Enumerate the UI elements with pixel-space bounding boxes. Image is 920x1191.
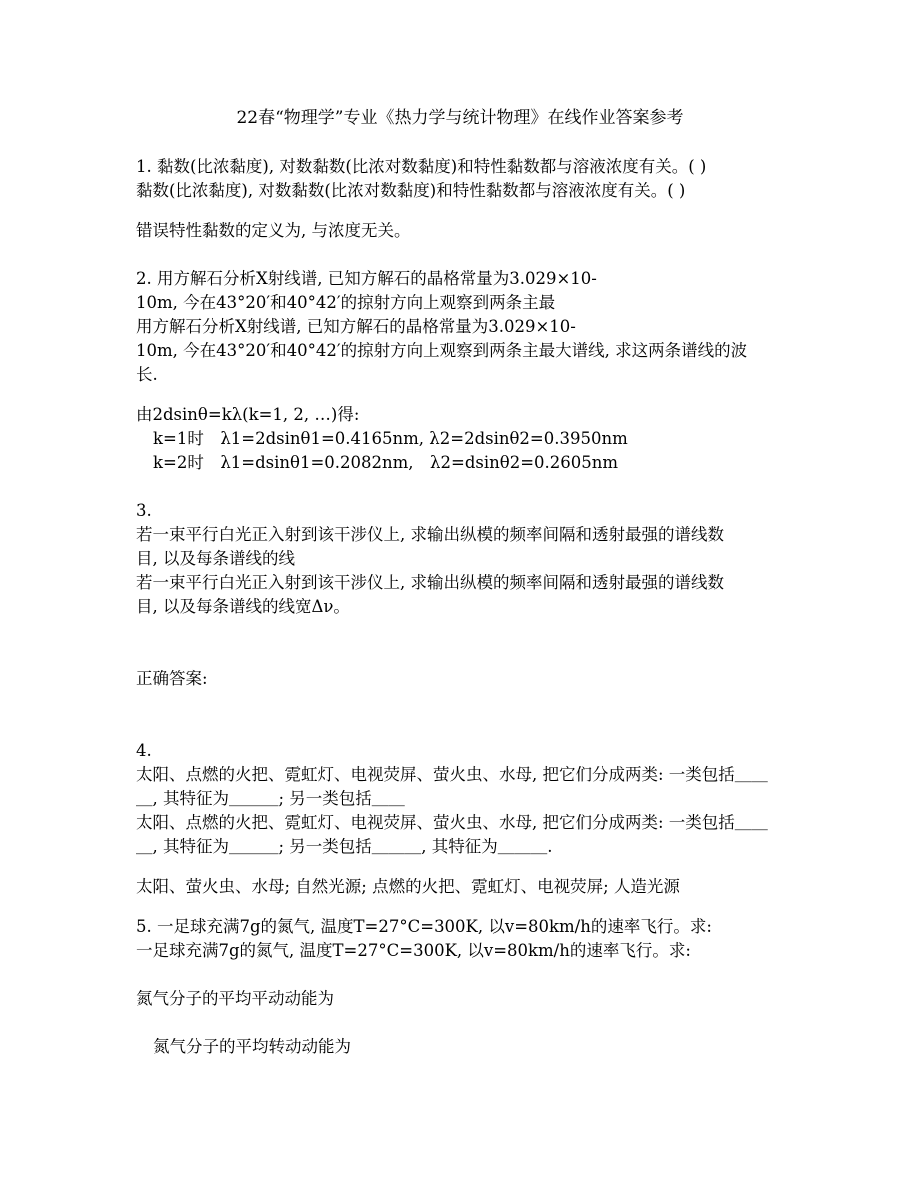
answer-5-part-2	[136, 1035, 796, 1059]
question-4-line-4: 太阳、点燃的火把、霓虹灯、电视荧屏、萤火虫、水母, 把它们分成两类: 一类包括＿＿	[136, 813, 768, 832]
answer-5-part-1	[136, 987, 796, 1011]
question-2-line-3: 用方解石分析X射线谱, 已知方解石的晶格常量为3.029×10-	[136, 317, 576, 336]
question-3-line-5: 目, 以及每条谱线的线宽Δν。	[136, 597, 350, 616]
document-body	[136, 155, 796, 1059]
question-4-line-5: ＿, 其特征为＿＿＿; 另一类包括＿＿＿, 其特征为＿＿＿.	[136, 837, 553, 856]
question-2-line-4: 10m, 今在43°20′和40°42′的掠射方向上观察到两条主最大谱线, 求这两条谱线的波	[136, 341, 748, 360]
question-2-line-5: 长.	[136, 365, 158, 384]
question-5-line-1: 5. 一足球充满7g的氮气, 温度T=27°C=300K, 以v=80km/h的速率飞行。求:	[136, 917, 712, 936]
page-title: 22春“物理学”专业《热力学与统计物理》在线作业答案参考	[236, 108, 684, 128]
answer-3	[136, 667, 796, 691]
question-4-line-1: 4.	[136, 741, 152, 760]
question-3-line-1: 3.	[136, 501, 152, 520]
answer-4-text: 太阳、萤火虫、水母; 自然光源; 点燃的火把、霓虹灯、电视荧屏; 人造光源	[136, 877, 680, 896]
question-2-line-2: 10m, 今在43°20′和40°42′的掠射方向上观察到两条主最	[136, 293, 556, 312]
question-2-line-1: 2. 用方解石分析X射线谱, 已知方解石的晶格常量为3.029×10-	[136, 269, 597, 288]
question-4	[136, 739, 796, 859]
question-5	[136, 915, 796, 963]
answer-3-text: 正确答案:	[136, 669, 208, 688]
question-3	[136, 499, 796, 619]
answer-2-line-1: 由2dsinθ=kλ(k=1, 2, …)得:	[136, 405, 360, 424]
answer-2	[136, 403, 796, 475]
answer-2-line-2: k=1时 λ1=2dsinθ1=0.4165nm, λ2=2dsinθ2=0.3950nm	[153, 429, 628, 448]
answer-2-line-3: k=2时 λ1=dsinθ1=0.2082nm, λ2=dsinθ2=0.2605nm	[153, 453, 619, 472]
question-3-line-3: 目, 以及每条谱线的线	[136, 549, 295, 568]
question-1-line-2: 黏数(比浓黏度), 对数黏数(比浓对数黏度)和特性黏数都与溶液浓度有关。( )	[136, 181, 686, 200]
question-4-line-3: ＿, 其特征为＿＿＿; 另一类包括＿＿	[136, 789, 405, 808]
answer-5-text-2: 氮气分子的平均转动动能为	[153, 1037, 351, 1056]
question-1	[136, 155, 796, 203]
question-2	[136, 267, 796, 387]
answer-1	[136, 219, 796, 243]
question-4-line-2: 太阳、点燃的火把、霓虹灯、电视荧屏、萤火虫、水母, 把它们分成两类: 一类包括＿＿	[136, 765, 768, 784]
answer-4	[136, 875, 796, 899]
question-3-line-2: 若一束平行白光正入射到该干涉仪上, 求输出纵模的频率间隔和透射最强的谱线数	[136, 525, 724, 544]
question-3-line-4: 若一束平行白光正入射到该干涉仪上, 求输出纵模的频率间隔和透射最强的谱线数	[136, 573, 724, 592]
answer-1-text: 错误特性黏数的定义为, 与浓度无关。	[136, 221, 411, 240]
question-5-line-2: 一足球充满7g的氮气, 温度T=27°C=300K, 以v=80km/h的速率飞行。求:	[136, 941, 691, 960]
question-1-line-1: 1. 黏数(比浓黏度), 对数黏数(比浓对数黏度)和特性黏数都与溶液浓度有关。( )	[136, 157, 707, 176]
answer-5-text-1: 氮气分子的平均平动动能为	[136, 989, 334, 1008]
